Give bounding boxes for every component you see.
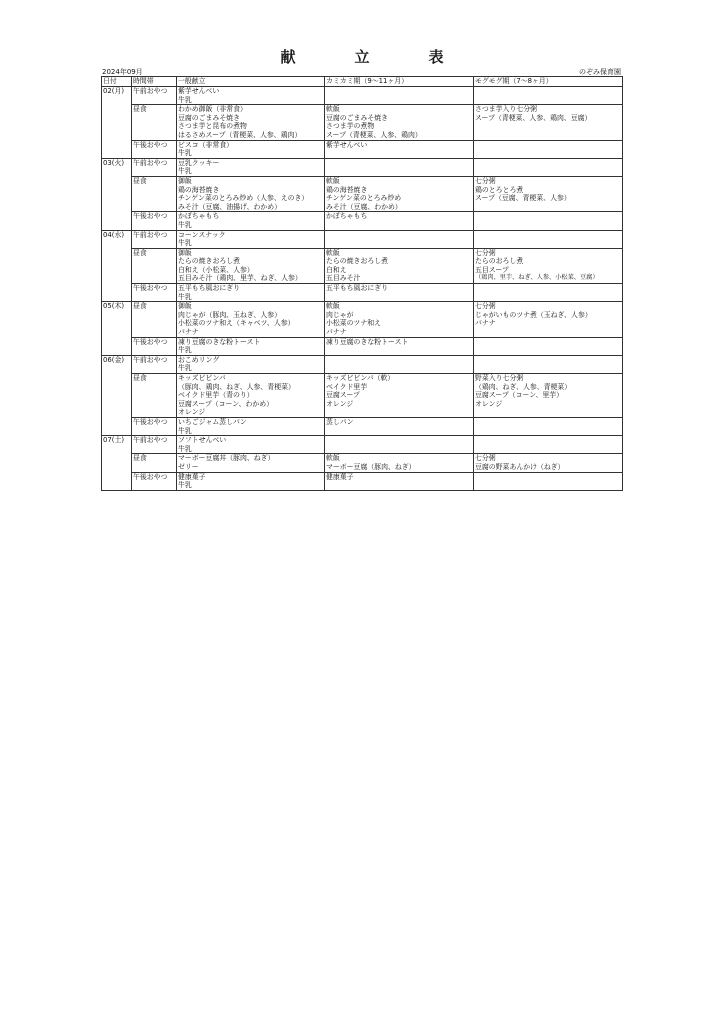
menu-line: 肉じゃが（豚肉、玉ねぎ、人参）	[178, 310, 282, 319]
menu-line: さつま芋の煮物	[326, 122, 375, 131]
kamikami-menu-cell	[325, 355, 474, 373]
menu-line: 七分粥	[475, 302, 496, 311]
kamikami-menu-cell	[325, 87, 474, 105]
time-slot-cell: 昼食	[132, 454, 177, 472]
kamikami-menu-cell	[325, 454, 474, 472]
menu-line: たらのおろし煮	[475, 257, 524, 266]
page-title: 献 立 表	[280, 48, 466, 66]
menu-line: バナナ	[178, 328, 199, 337]
menu-line: 軟飯	[326, 454, 340, 463]
mogumogu-menu-cell	[474, 140, 623, 158]
menu-line: 軟飯	[326, 105, 340, 114]
menu-line: 御飯	[178, 176, 192, 185]
table-row	[102, 302, 623, 337]
menu-line: バナナ	[475, 319, 496, 328]
mogumogu-menu-cell	[474, 374, 623, 418]
menu-line: わかめ御飯（非常食）	[178, 105, 247, 114]
kamikami-menu-cell	[325, 140, 474, 158]
menu-line: ベイクド里芋	[326, 382, 368, 391]
menu-line: ソフトせんべい	[178, 436, 227, 445]
general-menu-cell	[177, 355, 325, 373]
menu-line: ビスコ（非常食）	[178, 140, 234, 149]
menu-line: 五目スープ	[475, 265, 509, 274]
menu-line: チンゲン菜のとろみ炒め（人参、えのき）	[178, 194, 309, 203]
menu-line: 七分粥	[475, 454, 496, 463]
header-time-slot: 時間帯	[132, 77, 177, 87]
time-slot-cell: 昼食	[132, 374, 177, 418]
date-cell: 05(木)	[102, 302, 132, 356]
menu-line: 肉じゃが	[326, 310, 354, 319]
table-row	[102, 472, 623, 490]
menu-line: オレンジ	[178, 408, 206, 417]
menu-line: 軟飯	[326, 176, 340, 185]
table-row	[102, 284, 623, 302]
menu-line: みそ汁（豆腐、油揚げ、わかめ）	[178, 202, 282, 211]
time-slot-cell: 午後おやつ	[132, 284, 177, 302]
time-slot-cell: 昼食	[132, 105, 177, 140]
header-mogumogu-stage: モグモグ期（7～8ヶ月）	[474, 77, 623, 87]
menu-line: コーンスナック	[178, 230, 226, 239]
kamikami-menu-cell	[325, 417, 474, 435]
mogumogu-menu-cell	[474, 248, 623, 283]
menu-line: 豆腐スープ（コーン、里芋）	[475, 391, 564, 400]
kamikami-menu-cell	[325, 284, 474, 302]
menu-line: おこめリング	[178, 355, 220, 364]
general-menu-cell	[177, 472, 325, 490]
time-slot-cell: 昼食	[132, 302, 177, 337]
time-slot-cell: 昼食	[132, 176, 177, 211]
menu-line: 牛乳	[178, 292, 192, 301]
menu-line: 牛乳	[178, 220, 192, 229]
general-menu-cell	[177, 140, 325, 158]
menu-line: 御飯	[178, 248, 192, 257]
time-slot-cell: 午後おやつ	[132, 140, 177, 158]
menu-line: さつま芋入り七分粥	[475, 105, 538, 114]
menu-line: みそ汁（豆腐、わかめ）	[326, 202, 402, 211]
general-menu-cell	[177, 417, 325, 435]
table-row	[102, 212, 623, 230]
date-cell: 04(水)	[102, 230, 132, 302]
table-row	[102, 355, 623, 373]
menu-line: オレンジ	[475, 399, 503, 408]
facility-name: のぞみ保育園	[579, 68, 621, 76]
menu-line: 蒸しパン	[326, 417, 354, 426]
general-menu-cell	[177, 230, 325, 248]
menu-line: （豚肉、鶏肉、ねぎ、人参、青梗菜）	[178, 382, 295, 391]
general-menu-cell	[177, 374, 325, 418]
menu-line: 紫芋せんべい	[178, 87, 220, 95]
time-slot-cell: 午前おやつ	[132, 158, 177, 176]
general-menu-cell	[177, 158, 325, 176]
menu-line: 豆腐の野菜あんかけ（ねぎ）	[475, 462, 565, 471]
menu-line: 牛乳	[178, 95, 192, 104]
header-row	[102, 77, 623, 87]
mogumogu-menu-cell	[474, 230, 623, 248]
mogumogu-menu-cell	[474, 355, 623, 373]
general-menu-cell	[177, 302, 325, 337]
kamikami-menu-cell	[325, 158, 474, 176]
menu-line: 牛乳	[178, 426, 192, 435]
kamikami-menu-cell	[325, 105, 474, 140]
menu-line: （鶏肉、ねぎ、人参、青梗菜）	[475, 382, 572, 391]
menu-line: 軟飯	[326, 248, 340, 257]
menu-line: はるさめスープ（青梗菜、人参、鶏肉）	[178, 130, 302, 139]
menu-line: 凍り豆腐のきな粉トースト	[178, 337, 261, 346]
kamikami-menu-cell	[325, 374, 474, 418]
menu-line: 御飯	[178, 302, 192, 311]
menu-line: 五平もち風おにぎり	[178, 284, 241, 293]
menu-line: 牛乳	[178, 346, 192, 355]
menu-line: （鶏肉、里芋、ねぎ、人参、小松菜、豆腐）	[475, 274, 599, 282]
menu-line: かぼちゃもち	[178, 212, 220, 221]
menu-line: スープ（豆腐、青梗菜、人参）	[475, 194, 571, 203]
table-row	[102, 105, 623, 140]
menu-line: 豆腐スープ（コーン、わかめ）	[178, 399, 274, 408]
general-menu-cell	[177, 284, 325, 302]
menu-line: 牛乳	[178, 167, 192, 176]
menu-line: 七分粥	[475, 248, 496, 257]
general-menu-cell	[177, 337, 325, 355]
menu-line: チンゲン菜のとろみ炒め	[326, 194, 402, 203]
table-row	[102, 337, 623, 355]
kamikami-menu-cell	[325, 302, 474, 337]
mogumogu-menu-cell	[474, 454, 623, 472]
mogumogu-menu-cell	[474, 158, 623, 176]
menu-line: キッズビビンバ	[178, 374, 226, 382]
table-row	[102, 230, 623, 248]
table-row	[102, 87, 623, 105]
menu-line: たらの焼きおろし煮	[178, 257, 241, 266]
menu-line: じゃがいものツナ煮（玉ねぎ、人参）	[475, 310, 592, 319]
menu-line: 鶏の海苔焼き	[326, 185, 368, 194]
general-menu-cell	[177, 176, 325, 211]
menu-line: 五目みそ汁	[326, 274, 361, 283]
menu-body	[102, 87, 623, 491]
menu-line: 豆乳クッキー	[178, 158, 220, 167]
mogumogu-menu-cell	[474, 87, 623, 105]
menu-line: バナナ	[326, 328, 347, 337]
table-row	[102, 374, 623, 418]
menu-line: 鶏のとろとろ煮	[475, 185, 524, 194]
kamikami-menu-cell	[325, 337, 474, 355]
mogumogu-menu-cell	[474, 302, 623, 337]
mogumogu-menu-cell	[474, 472, 623, 490]
menu-line: 白和え	[326, 265, 347, 274]
menu-line: ベイクド里芋（青のり）	[178, 391, 254, 400]
kamikami-menu-cell	[325, 230, 474, 248]
table-row	[102, 436, 623, 454]
menu-line: 野菜入り七分粥	[475, 374, 524, 382]
time-slot-cell: 午前おやつ	[132, 87, 177, 105]
table-row	[102, 417, 623, 435]
menu-line: 豆腐のごまみそ焼き	[326, 113, 389, 122]
time-slot-cell: 午後おやつ	[132, 212, 177, 230]
menu-line: マーボー豆腐丼（豚肉、ねぎ）	[178, 454, 275, 463]
kamikami-menu-cell	[325, 436, 474, 454]
menu-line: 健康菓子	[326, 472, 354, 481]
mogumogu-menu-cell	[474, 212, 623, 230]
date-cell: 07(土)	[102, 436, 132, 491]
menu-line: 五平もち風おにぎり	[326, 284, 389, 293]
kamikami-menu-cell	[325, 176, 474, 211]
year-month: 2024年09月	[102, 68, 143, 76]
header-date: 日付	[102, 77, 132, 87]
date-cell: 02(月)	[102, 87, 132, 159]
header-general-menu: 一般献立	[177, 77, 325, 87]
table-row	[102, 248, 623, 283]
menu-line: 健康菓子	[178, 472, 206, 481]
table-row	[102, 176, 623, 211]
menu-line: 牛乳	[178, 364, 192, 373]
menu-line: マーボー豆腐（豚肉、ねぎ）	[326, 462, 416, 471]
menu-line: 牛乳	[178, 239, 192, 248]
date-cell: 06(金)	[102, 355, 132, 435]
header-kamikami-stage: カミカミ期（9～11ヶ月）	[325, 77, 474, 87]
menu-line: キッズビビンバ（軟）	[326, 374, 395, 382]
menu-line: さつま芋と昆布の煮物	[178, 122, 247, 131]
menu-line: 豆腐スープ	[326, 391, 360, 400]
menu-line: 牛乳	[178, 481, 192, 490]
menu-line: スープ（青梗菜、人参、鶏肉）	[326, 130, 422, 139]
menu-line: スープ（青梗菜、人参、鶏肉、豆腐）	[475, 113, 592, 122]
general-menu-cell	[177, 105, 325, 140]
time-slot-cell: 午前おやつ	[132, 355, 177, 373]
time-slot-cell: 昼食	[132, 248, 177, 283]
menu-line: 七分粥	[475, 176, 496, 185]
time-slot-cell: 午前おやつ	[132, 230, 177, 248]
menu-line: 豆腐のごまみそ焼き	[178, 113, 241, 122]
menu-line: いちごジャム蒸しパン	[178, 417, 247, 426]
time-slot-cell: 午後おやつ	[132, 337, 177, 355]
menu-line: 軟飯	[326, 302, 340, 311]
general-menu-cell	[177, 436, 325, 454]
mogumogu-menu-cell	[474, 176, 623, 211]
table-row	[102, 158, 623, 176]
date-cell: 03(火)	[102, 158, 132, 230]
menu-line: 凍り豆腐のきな粉トースト	[326, 337, 409, 346]
general-menu-cell	[177, 212, 325, 230]
time-slot-cell: 午後おやつ	[132, 417, 177, 435]
kamikami-menu-cell	[325, 212, 474, 230]
table-row	[102, 140, 623, 158]
general-menu-cell	[177, 87, 325, 105]
menu-line: オレンジ	[326, 399, 354, 408]
general-menu-cell	[177, 454, 325, 472]
menu-line: たらの焼きおろし煮	[326, 257, 389, 266]
menu-table	[101, 76, 623, 491]
time-slot-cell: 午前おやつ	[132, 436, 177, 454]
menu-line: ゼリー	[178, 462, 199, 471]
menu-line: かぼちゃもち	[326, 212, 368, 221]
kamikami-menu-cell	[325, 472, 474, 490]
menu-line: 白和え（小松菜、人参）	[178, 265, 254, 274]
menu-line: 五目みそ汁（鶏肉、里芋、ねぎ、人参）	[178, 274, 302, 283]
menu-line: 小松菜のツナ和え	[326, 319, 381, 328]
menu-line: 鶏の海苔焼き	[178, 185, 220, 194]
kamikami-menu-cell	[325, 248, 474, 283]
mogumogu-menu-cell	[474, 105, 623, 140]
mogumogu-menu-cell	[474, 337, 623, 355]
table-row	[102, 454, 623, 472]
mogumogu-menu-cell	[474, 436, 623, 454]
mogumogu-menu-cell	[474, 417, 623, 435]
time-slot-cell: 午後おやつ	[132, 472, 177, 490]
mogumogu-menu-cell	[474, 284, 623, 302]
menu-line: 小松菜のツナ和え（キャベツ、人参）	[178, 319, 295, 328]
menu-line: 牛乳	[178, 149, 192, 158]
general-menu-cell	[177, 248, 325, 283]
menu-line: 牛乳	[178, 444, 192, 453]
menu-line: 紫芋せんべい	[326, 140, 368, 149]
